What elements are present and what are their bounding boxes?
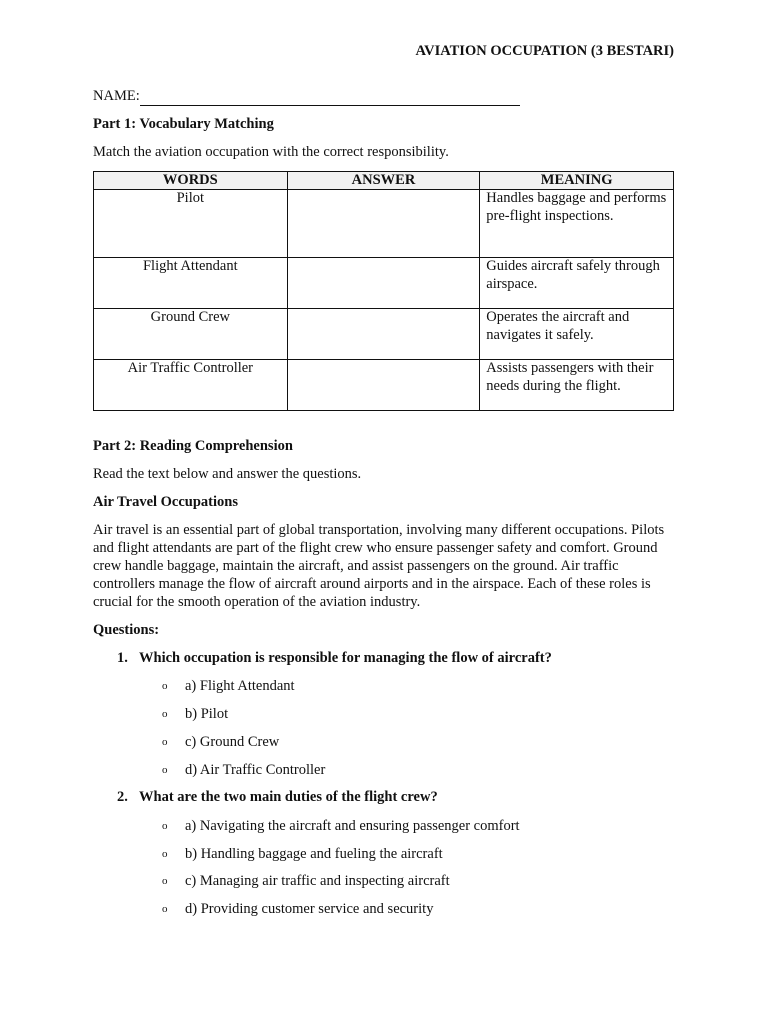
table-row (94, 360, 674, 411)
part1-heading: Part 1: Vocabulary Matching (93, 116, 274, 132)
question-text: What are the two main duties of the flight crew? (139, 789, 438, 805)
option-1c[interactable] (162, 734, 279, 752)
reading-passage: Air travel is an essential part of global transportation, involving many different occupations. Pilots and flight attendants are part of the flight crew who ensure passenger safety and comfort. Ground crew handle baggage, maintain the aircraft, and assist passengers on the ground. Air traffic controllers manage the flow of aircraft around airports and in the airspace. Each of these roles is crucial for the smooth operation of the aviation industry. (93, 522, 665, 610)
passage-title: Air Travel Occupations (93, 494, 238, 510)
option-text: a) Navigating the aircraft and ensuring passenger comfort (185, 818, 520, 834)
column-header-answer: ANSWER (287, 172, 480, 190)
part2-heading: Part 2: Reading Comprehension (93, 438, 293, 454)
option-2a[interactable] (162, 818, 520, 836)
word-cell: Pilot (94, 190, 288, 258)
part1-instruction: Match the aviation occupation with the correct responsibility. (93, 144, 449, 160)
circle-bullet-icon: o (162, 680, 168, 692)
option-1b[interactable] (162, 706, 228, 724)
circle-bullet-icon: o (162, 708, 168, 720)
circle-bullet-icon: o (162, 764, 168, 776)
option-text: d) Providing customer service and security (185, 901, 434, 917)
option-2b[interactable] (162, 846, 443, 864)
meaning-cell: Operates the aircraft and navigates it safely. (480, 309, 674, 360)
worksheet-title: AVIATION OCCUPATION (3 BESTARI) (415, 43, 674, 59)
answer-cell[interactable] (287, 360, 480, 411)
word-cell: Air Traffic Controller (94, 360, 288, 411)
option-text: d) Air Traffic Controller (185, 762, 326, 778)
option-2d[interactable] (162, 901, 433, 919)
question-text: Which occupation is responsible for managing the flow of aircraft? (139, 650, 552, 666)
answer-cell[interactable] (287, 190, 480, 258)
circle-bullet-icon: o (162, 875, 168, 887)
meaning-cell: Assists passengers with their needs during the flight. (480, 360, 674, 411)
question-1 (117, 650, 552, 668)
column-header-words: WORDS (94, 172, 288, 190)
circle-bullet-icon: o (162, 820, 168, 832)
question-number: 1. (117, 650, 128, 666)
option-2c[interactable] (162, 873, 450, 891)
question-2 (117, 789, 438, 807)
name-field[interactable] (93, 88, 520, 106)
circle-bullet-icon: o (162, 903, 168, 915)
table-row (94, 190, 674, 258)
option-text: b) Pilot (185, 706, 229, 722)
answer-cell[interactable] (287, 258, 480, 309)
circle-bullet-icon: o (162, 848, 168, 860)
questions-label: Questions: (93, 622, 160, 638)
table-row (94, 258, 674, 309)
name-label: NAME: (93, 88, 140, 104)
option-text: b) Handling baggage and fueling the aircraft (185, 846, 443, 862)
word-cell: Ground Crew (94, 309, 288, 360)
name-blank-line[interactable] (140, 91, 520, 106)
circle-bullet-icon: o (162, 736, 168, 748)
table-row (94, 309, 674, 360)
option-1a[interactable] (162, 678, 295, 696)
word-cell: Flight Attendant (94, 258, 288, 309)
option-text: c) Ground Crew (185, 734, 280, 750)
option-text: a) Flight Attendant (185, 678, 295, 694)
option-1d[interactable] (162, 762, 325, 780)
question-number: 2. (117, 789, 128, 805)
meaning-cell: Handles baggage and performs pre-flight inspections. (480, 190, 674, 258)
vocabulary-table (93, 171, 674, 411)
part2-instruction: Read the text below and answer the questions. (93, 466, 362, 482)
answer-cell[interactable] (287, 309, 480, 360)
column-header-meaning: MEANING (480, 172, 674, 190)
meaning-cell: Guides aircraft safely through airspace. (480, 258, 674, 309)
option-text: c) Managing air traffic and inspecting aircraft (185, 873, 450, 889)
